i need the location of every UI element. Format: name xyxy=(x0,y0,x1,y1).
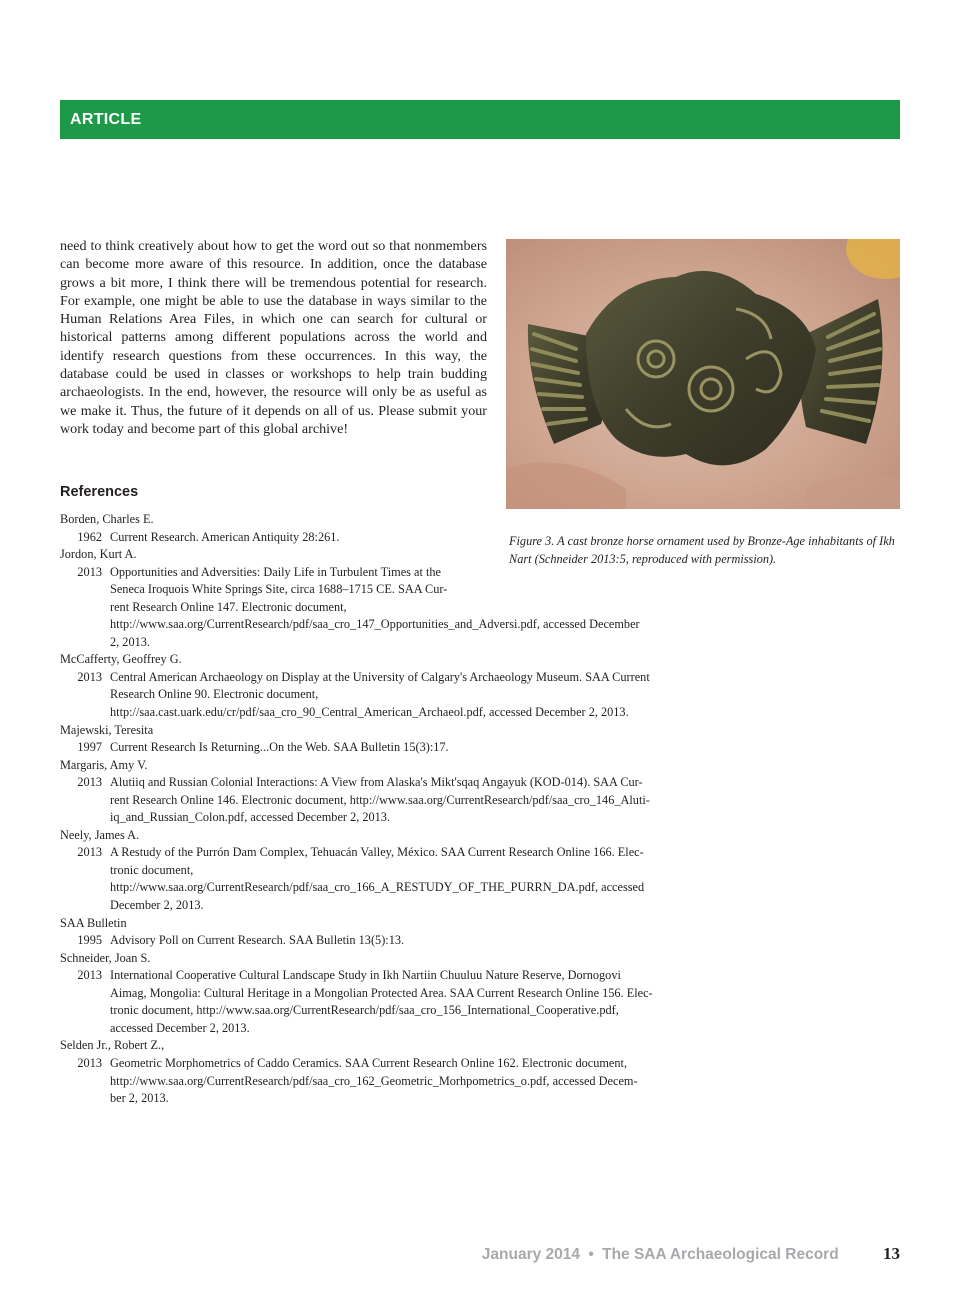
reference-author: Jordon, Kurt A. xyxy=(60,547,137,562)
reference-text xyxy=(110,932,730,950)
reference-text xyxy=(110,844,730,914)
reference-text xyxy=(110,529,730,547)
page-number: 13 xyxy=(883,1244,900,1263)
reference-entry xyxy=(60,932,730,950)
reference-entry xyxy=(60,1055,730,1108)
reference-entry xyxy=(60,967,730,1037)
reference-text xyxy=(110,739,730,757)
reference-entry xyxy=(60,529,730,547)
reference-author: Margaris, Amy V. xyxy=(60,757,148,772)
reference-author: Neely, James A. xyxy=(60,827,140,842)
reference-line: A Restudy of the Purrón Dam Complex, Tehuacán Valley, México. SAA Current Research Online 166. Elec- xyxy=(110,845,644,860)
page-footer xyxy=(482,1244,900,1264)
reference-entry xyxy=(60,669,730,722)
reference-line: December 2, 2013. xyxy=(110,898,204,913)
reference-line: http://www.saa.org/CurrentResearch/pdf/saa_cro_147_Opportunities_and_Adversi.pdf, accessed December xyxy=(110,617,640,632)
reference-line: iq_and_Russian_Colon.pdf, accessed December 2, 2013. xyxy=(110,810,391,825)
reference-year: 2013 xyxy=(77,845,102,860)
reference-author: Majewski, Teresita xyxy=(60,722,154,737)
reference-author: Schneider, Joan S. xyxy=(60,950,151,965)
reference-year: 2013 xyxy=(77,564,102,579)
reference-line: Opportunities and Adversities: Daily Life in Turbulent Times at the xyxy=(110,564,441,579)
reference-text xyxy=(110,967,730,1037)
reference-author: SAA Bulletin xyxy=(60,915,127,930)
reference-author: McCafferty, Geoffrey G. xyxy=(60,652,182,667)
reference-entry xyxy=(60,774,730,827)
reference-line: Geometric Morphometrics of Caddo Ceramics. SAA Current Research Online 162. Electronic document, xyxy=(110,1055,628,1070)
reference-year: 2013 xyxy=(77,775,102,790)
figure-caption: Figure 3. A cast bronze horse ornament used by Bronze-Age inhabitants of Ikh Nart (Schneider 2013:5, reproduced with permission). xyxy=(509,534,895,566)
reference-entry xyxy=(60,564,730,652)
reference-line: rent Research Online 146. Electronic document, http://www.saa.org/CurrentResearch/pdf/saa_cro_146_Aluti- xyxy=(110,792,650,807)
reference-text xyxy=(110,669,730,722)
reference-line: 2, 2013. xyxy=(110,634,150,649)
reference-year: 2013 xyxy=(77,669,102,684)
reference-year: 1997 xyxy=(77,740,102,755)
reference-line: Central American Archaeology on Display at the University of Calgary's Archaeology Museum. SAA Current xyxy=(110,669,650,684)
reference-line: Current Research. American Antiquity 28:261. xyxy=(110,529,340,544)
reference-year: 2013 xyxy=(77,1055,102,1070)
reference-line: Seneca Iroquois White Springs Site, circa 1688–1715 CE. SAA Cur- xyxy=(110,582,448,597)
section-banner: ARTICLE xyxy=(60,100,900,139)
reference-year: 2013 xyxy=(77,968,102,983)
reference-line: accessed December 2, 2013. xyxy=(110,1020,250,1035)
reference-line: tronic document, http://www.saa.org/CurrentResearch/pdf/saa_cro_156_International_Cooperative.pdf, xyxy=(110,1003,619,1018)
reference-line: International Cooperative Cultural Landscape Study in Ikh Nartiin Chuuluu Nature Reserve, Dornogovi xyxy=(110,968,621,983)
bronze-ornament-photo xyxy=(506,239,900,509)
reference-author: Selden Jr., Robert Z., xyxy=(60,1038,165,1053)
reference-line: Alutiiq and Russian Colonial Interactions: A View from Alaska's Mikt'sqaq Angayuk (KOD-014). SAA Cur- xyxy=(110,775,643,790)
reference-year: 1962 xyxy=(77,529,102,544)
reference-line: http://saa.cast.uark.edu/cr/pdf/saa_cro_90_Central_American_Archaeol.pdf, accessed December 2, 2013. xyxy=(110,705,629,720)
figure-photo xyxy=(506,239,900,509)
reference-year: 1995 xyxy=(77,933,102,948)
references-list xyxy=(60,511,730,1108)
reference-entry xyxy=(60,739,730,757)
reference-text xyxy=(110,564,730,652)
footer-date: January 2014 xyxy=(481,1246,581,1263)
reference-line: http://www.saa.org/CurrentResearch/pdf/saa_cro_162_Geometric_Morhpometrics_o.pdf, accessed Decem- xyxy=(110,1073,638,1088)
reference-line: tronic document, xyxy=(110,862,194,877)
footer-publication: The SAA Archaeological Record xyxy=(602,1246,839,1263)
reference-text xyxy=(110,1055,730,1108)
references-heading: References xyxy=(60,484,139,500)
body-paragraph: need to think creatively about how to get the word out so that nonmembers can become more aware of this resource. In addition, once the database grows a bit more, I think there will be tremendous potential for research. For example, one might be able to use the database in ways similar to the Human Relations Area Files, in which one can search for cultural or historical patterns among different populations across the world and identify research questions from these occurrences. In this way, the database could be used in classes or workshops to help train budding archaeologists. In the end, however, the resource will only be as useful as we make it. Thus, the future of it depends on all of us. Please submit your work today and become part of this global archive! xyxy=(60,238,487,437)
reference-line: ber 2, 2013. xyxy=(110,1091,169,1106)
reference-line: http://www.saa.org/CurrentResearch/pdf/saa_cro_166_A_RESTUDY_OF_THE_PURRN_DA.pdf, accessed xyxy=(110,880,645,895)
reference-author: Borden, Charles E. xyxy=(60,512,154,526)
reference-line: Research Online 90. Electronic document, xyxy=(110,687,319,702)
reference-line: Current Research Is Returning...On the Web. SAA Bulletin 15(3):17. xyxy=(110,740,449,755)
reference-line: Advisory Poll on Current Research. SAA Bulletin 13(5):13. xyxy=(110,933,405,948)
reference-entry xyxy=(60,844,730,914)
reference-line: Aimag, Mongolia: Cultural Heritage in a Mongolian Protected Area. SAA Current Research Online 156. Elec- xyxy=(110,985,653,1000)
reference-text xyxy=(110,774,730,827)
reference-line: rent Research Online 147. Electronic document, xyxy=(110,599,347,614)
footer-bullet: • xyxy=(588,1246,594,1263)
